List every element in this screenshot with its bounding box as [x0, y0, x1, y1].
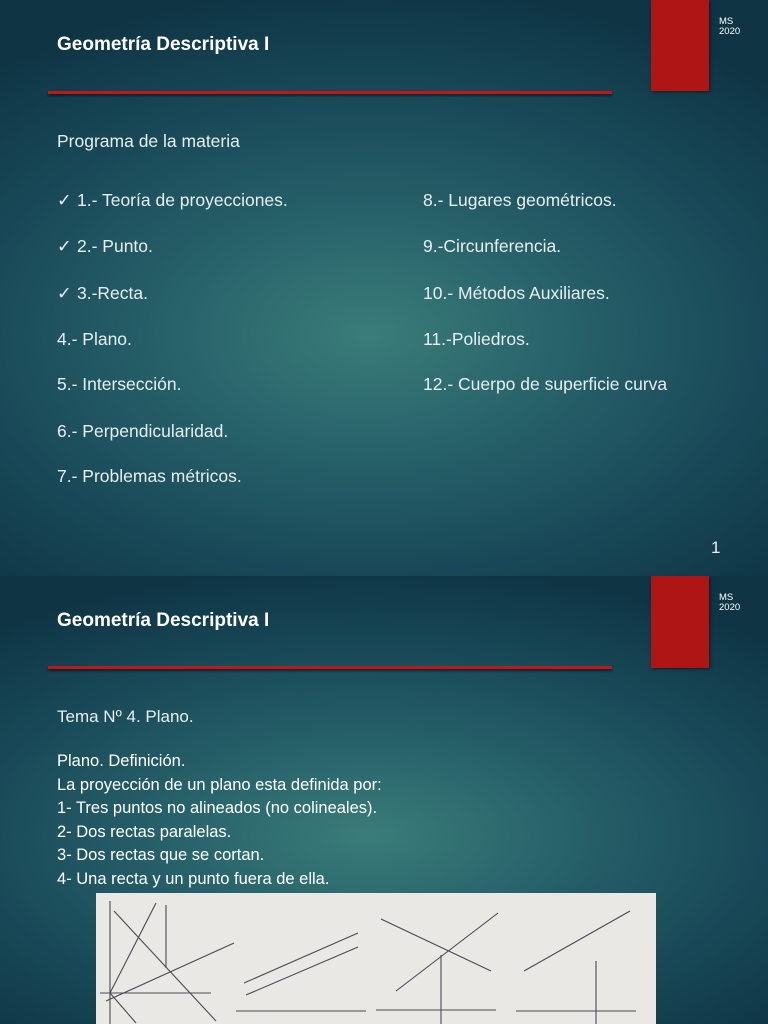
text-line: La proyección de un plano esta definida por: — [57, 775, 382, 794]
program-item-9: 9.-Circunferencia. — [423, 236, 562, 256]
hand-drawn-projection-sketch — [96, 893, 656, 1024]
program-item-1: ✓ 1.- Teoría de proyecciones. — [57, 190, 288, 210]
text-line: 3- Dos rectas que se cortan. — [57, 846, 265, 864]
title-rule — [48, 666, 612, 669]
program-item-3: ✓ 3.-Recta. — [57, 283, 148, 303]
program-item-8: 8.- Lugares geométricos. — [423, 190, 617, 210]
corner-label: MS 2020 — [719, 592, 741, 613]
slide-title: Geometría Descriptiva I — [57, 610, 270, 631]
text-line: 4- Una recta y un punto fuera de ella. — [57, 869, 330, 888]
program-item-11: 11.-Poliedros. — [423, 329, 530, 349]
page-number: 1 — [711, 538, 721, 557]
program-item-2: ✓ 2.- Punto. — [57, 236, 153, 256]
program-item-6: 6.- Perpendicularidad. — [57, 421, 229, 441]
red-accent-box — [651, 576, 709, 668]
program-item-10: 10.- Métodos Auxiliares. — [423, 283, 610, 303]
slide-title: Geometría Descriptiva I — [57, 34, 270, 55]
program-item-7: 7.- Problemas métricos. — [57, 466, 242, 486]
program-subtitle: Programa de la materia — [57, 131, 240, 151]
program-item-5: 5.- Intersección. — [57, 374, 182, 394]
slide-2 — [0, 576, 768, 1024]
program-item-4: 4.- Plano. — [57, 329, 132, 349]
sketch-drawing — [96, 893, 656, 1024]
red-accent-box — [651, 0, 709, 91]
text-line: Plano. Definición. — [57, 752, 186, 770]
topic-heading: Tema Nº 4. Plano. — [57, 707, 194, 726]
checkmark-icon: ✓ — [57, 190, 72, 210]
program-item-12: 12.- Cuerpo de superficie curva — [423, 374, 668, 394]
checkmark-icon: ✓ — [57, 283, 72, 303]
plane-definition-text — [57, 750, 382, 891]
corner-label: MS 2020 — [719, 16, 741, 37]
text-line: 2- Dos rectas paralelas. — [57, 822, 232, 841]
text-line: 1- Tres puntos no alineados (no colineales). — [57, 799, 378, 817]
title-rule — [48, 91, 612, 94]
checkmark-icon: ✓ — [57, 236, 72, 256]
